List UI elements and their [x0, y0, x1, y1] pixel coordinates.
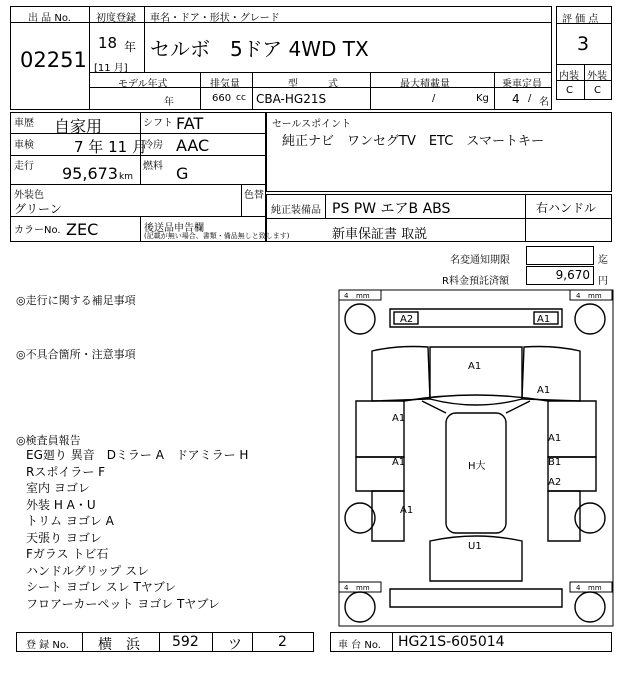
- mark-right-front-door: A1: [548, 433, 562, 444]
- wheel-spare-left: [345, 592, 375, 622]
- inspection-value: 7 年 11 月: [74, 138, 147, 156]
- inspector-report-label: ◎検査員報告: [16, 434, 81, 447]
- wheel-spare-right: [575, 592, 605, 622]
- inspector-line: フロアーカーペット ヨゴレ Tヤブレ: [26, 596, 220, 611]
- sales-point-label: セールスポイント: [272, 119, 352, 130]
- lot-number: 02251: [20, 48, 87, 72]
- defects-notes-label: ◎不具合箇所・注意事項: [16, 348, 136, 361]
- docs-label: 後送品申告欄: [144, 223, 204, 234]
- inspector-line: 天張り ヨゴレ: [26, 530, 102, 545]
- tire-rr: 4: [576, 584, 581, 592]
- warranty-value: 新車保証書 取説: [332, 227, 428, 242]
- lot-label: 出 品 No.: [28, 13, 71, 24]
- rear-bumper: [390, 589, 562, 607]
- capacity-value: 4: [512, 92, 520, 106]
- fuel-label: 燃料: [143, 161, 163, 172]
- reg-area: 横 浜: [98, 637, 140, 653]
- chassis-label: 車 台 No.: [338, 640, 381, 651]
- mileage-unit: km: [119, 172, 133, 182]
- model-code: CBA-HG21S: [256, 92, 327, 106]
- name-change-box: [526, 246, 594, 265]
- mark-rear: U1: [468, 541, 482, 552]
- tire-fr-unit: mm: [588, 292, 602, 300]
- roof: [446, 413, 506, 533]
- interior-grade: C: [566, 85, 573, 96]
- inspector-line: Fガラス トビ石: [26, 547, 109, 561]
- inspector-line: Rスポイラー F: [26, 464, 106, 479]
- color-change-label: 色替: [244, 190, 264, 201]
- capacity-sep: /: [528, 93, 532, 104]
- exterior-grade: C: [594, 85, 601, 96]
- interior-label: 内装: [559, 71, 579, 82]
- history-label: 車歴: [14, 118, 34, 129]
- equipment-label: 純正装備品: [271, 205, 321, 216]
- mark-hood: A1: [468, 361, 482, 372]
- inspection-label: 車検: [14, 140, 34, 151]
- wheel-front-right: [575, 304, 605, 334]
- type-label: 型 式: [288, 79, 338, 90]
- mileage-value: 95,673: [62, 164, 118, 183]
- recycle-label: R料金預託済額: [442, 276, 509, 287]
- first-reg-year-unit: 年: [124, 40, 137, 54]
- tire-fr: 4: [576, 292, 581, 300]
- steering-value: 右ハンドル: [536, 201, 597, 215]
- wheel-rear-left: [345, 503, 375, 533]
- recycle-value: 9,670: [555, 268, 590, 282]
- inspector-line: EG廻り 異音 Dミラー A ドアミラー H: [26, 448, 249, 462]
- recycle-unit: 円: [598, 276, 608, 287]
- car-name-label: 車名・ドア・形状・グレード: [150, 13, 280, 24]
- tire-rl-unit: mm: [356, 584, 370, 592]
- shift-value: FAT: [176, 114, 204, 133]
- score-value: 3: [577, 33, 590, 55]
- color-no-value: ZEC: [66, 220, 99, 239]
- docs-note: (記載が無い場合、書類・備品無しと致します): [144, 232, 290, 240]
- mark-left-quarter: A1: [400, 505, 414, 516]
- history-value: 自家用: [54, 117, 103, 136]
- mark-right-rear-door-1: B1: [548, 457, 562, 468]
- car-name: セルボ 5ドア 4WD TX: [150, 37, 369, 61]
- aircon-value: AAC: [176, 136, 210, 155]
- mark-left-rear-door: A1: [392, 457, 406, 468]
- inspector-line: 室内 ヨゴレ: [26, 481, 90, 495]
- inspector-line: トリム ヨゴレ A: [26, 514, 114, 528]
- mark-roof: H大: [468, 461, 486, 472]
- max-load-unit: Kg: [476, 93, 489, 104]
- mark-left-front-door: A1: [392, 413, 406, 424]
- chassis-number: HG21S-605014: [398, 634, 505, 650]
- name-change-label: 名変通知期限: [450, 255, 510, 266]
- reg-class: 592: [172, 634, 199, 650]
- mileage-label: 走行: [14, 161, 34, 172]
- aircon-label: 冷房: [143, 140, 163, 151]
- sales-point-value: 純正ナビ ワンセグTV ETC スマートキー: [282, 134, 545, 149]
- car-diagram: [338, 289, 614, 627]
- inspector-line: シート ヨゴレ スレ Tヤブレ: [26, 580, 177, 594]
- model-year-label: モデル年式: [118, 79, 168, 90]
- mark-front-right: A1: [537, 314, 551, 325]
- mark-front-left: A2: [400, 314, 414, 325]
- exterior-label: 外装: [587, 71, 607, 82]
- diagram-frame: [339, 290, 613, 626]
- tire-fl-unit: mm: [356, 292, 370, 300]
- name-change-unit: 迄: [598, 255, 608, 266]
- mark-right-fender: A1: [537, 385, 551, 396]
- mark-right-rear-door-2: A2: [548, 477, 562, 488]
- displacement-unit: cc: [236, 93, 246, 103]
- first-reg-year: 18: [98, 34, 118, 52]
- tire-fl: 4: [344, 292, 349, 300]
- displacement-label: 排気量: [210, 79, 240, 90]
- shift-label: シフト: [143, 118, 173, 129]
- first-reg-label: 初度登録: [96, 13, 136, 24]
- tire-rl: 4: [344, 584, 349, 592]
- reg-label: 登 録 No.: [26, 640, 69, 651]
- wheel-front-left: [345, 304, 375, 334]
- first-reg-month: [11 月]: [94, 63, 128, 74]
- score-label: 評 価 点: [562, 14, 599, 25]
- color-no-label: カラーNo.: [14, 225, 61, 236]
- max-load-label: 最大積載量: [400, 79, 450, 90]
- capacity-unit: 名: [539, 97, 549, 108]
- displacement-value: 660: [212, 93, 232, 104]
- ext-color-label: 外装色: [14, 190, 44, 201]
- inspector-report: [26, 446, 326, 611]
- inspector-line: 外装 H A・U: [26, 497, 96, 512]
- equipment-value: PS PW エアB ABS: [332, 201, 451, 217]
- fuel-value: G: [176, 164, 189, 183]
- model-year-unit: 年: [164, 97, 174, 108]
- reg-kana: ツ: [228, 637, 242, 653]
- ext-color-value: グリーン: [14, 202, 62, 216]
- capacity-label: 乗車定員: [502, 79, 542, 90]
- reg-num: 2: [278, 634, 287, 650]
- tire-rr-unit: mm: [588, 584, 602, 592]
- max-load-value: /: [432, 93, 436, 104]
- inspector-line: ハンドルグリップ スレ: [26, 563, 150, 578]
- driving-notes-label: ◎走行に関する補足事項: [16, 294, 136, 307]
